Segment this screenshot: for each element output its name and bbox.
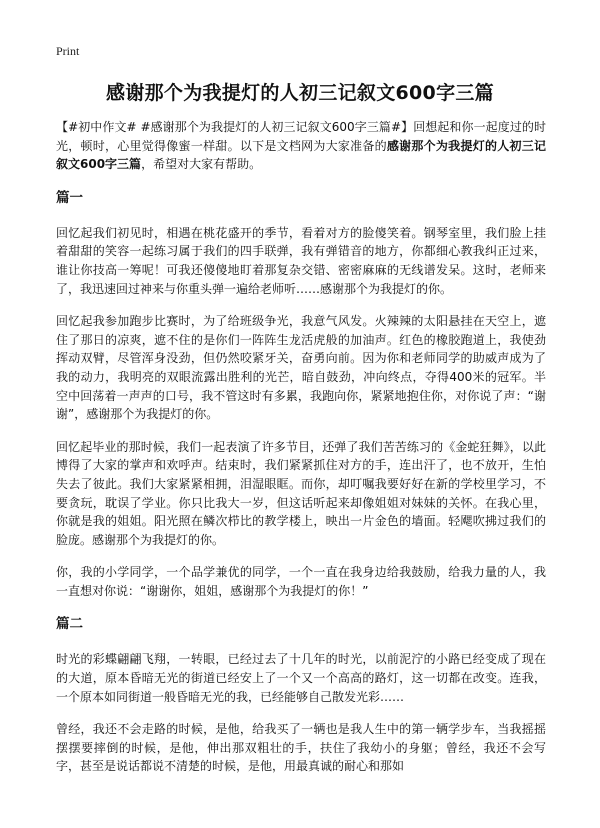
- paragraph: 时光的彩蝶翩翩飞翔，一转眼，已经过去了十几年的时光，以前泥泞的小路已经变成了现在的大道，原本昏暗无光的街道已经安上了一个又一个高高的路灯，这一切都在改变。连我，一个原本如同街道一般昏暗无光的我，已经能够自己散发光彩……: [56, 652, 546, 704]
- section-heading-1: 篇一: [56, 189, 83, 206]
- paragraph: 回忆起我参加跑步比赛时，为了给班级争光，我意气风发。火辣辣的太阳悬挂在天空上，遮住了那日的凉爽，遮不住的是你们一阵阵生龙活虎般的加油声。红色的橡胶跑道上，我使劲挥动双臂，尽管浑身没劲，但仍然咬紧牙关，奋勇向前。因为你和老师同学的助威声成为了我的动力，我明亮的双眼流露出胜利的光芒，暗自鼓劲，冲向终点，夺得400米的冠军。半空中回荡着一声声的口号，我不管这时有多累，我跑向你，紧紧地抱住你，对你说了声：“谢谢”，感谢那个为我提灯的你。: [56, 314, 546, 422]
- section-heading-2: 篇二: [56, 616, 83, 633]
- article-body: [56, 118, 546, 790]
- paragraph: 回忆起毕业的那时候，我们一起表演了许多节目，还弹了我们苦苦练习的《金蛇狂舞》，以此博得了大家的掌声和欢呼声。结束时，我们紧紧抓住对方的手，连出汗了，也不放开，生怕失去了彼此。我们大家紧紧相拥，泪湿眼眶。而你，却叮嘱我要好好在新的学校里学习，不要贪玩，耽误了学业。你只比我大一岁，但这话听起来却像姐姐对妹妹的关怀。在我心里，你就是我的姐姐。阳光照在鳞次栉比的教学楼上，映出一片金色的墙面。轻飔吹拂过我们的脸庞。感谢那个为我提灯的你。: [56, 439, 546, 547]
- paragraph: 回忆起我们初见时，相遇在桃花盛开的季节，看着对方的脸傻笑着。钢琴室里，我们脸上挂着甜甜的笑容一起练习属于我们的四手联弹，我有弹错音的地方，你都细心教我纠正过来，谁让你技高一筹呢！可我还傻傻地盯着那复杂交错、密密麻麻的无线谱发呆。这时，老师来了，我迅速回过神来与你重头弹一遍给老师听……感谢那个为我提灯的你。: [56, 225, 546, 296]
- intro-bold-title: 感谢那个为我提灯的人初三记叙文600字三篇: [56, 138, 546, 172]
- intro-paragraph: [56, 118, 546, 174]
- page-title: 感谢那个为我提灯的人初三记叙文600字三篇: [106, 82, 494, 104]
- print-link[interactable]: Print: [56, 44, 80, 58]
- intro-text: 回想起和你一起度过的时光，顿时，心里觉得像蜜一样甜。以下是文档网为大家准备的: [56, 120, 546, 153]
- paragraph: 曾经，我还不会走路的时候，是他，给我买了一辆也是我人生中的第一辆学步车，当我摇摇摆摆要摔倒的时候，是他，伸出那双粗壮的手，扶住了我幼小的身躯；曾经，我还不会写字，甚至是说话都说不清楚的时候，是他，用最真诚的耐心和那如: [56, 722, 546, 774]
- intro-text-end: ，希望对大家有帮助。: [141, 157, 262, 172]
- intro-tag: 【#初中作文# #感谢那个为我提灯的人初三记叙文600字三篇#】: [56, 120, 414, 134]
- paragraph: 你，我的小学同学，一个品学兼优的同学，一个一直在我身边给我鼓励，给我力量的人，我一直想对你说：“谢谢你，姐姐，感谢那个为我提灯的你！”: [56, 565, 546, 598]
